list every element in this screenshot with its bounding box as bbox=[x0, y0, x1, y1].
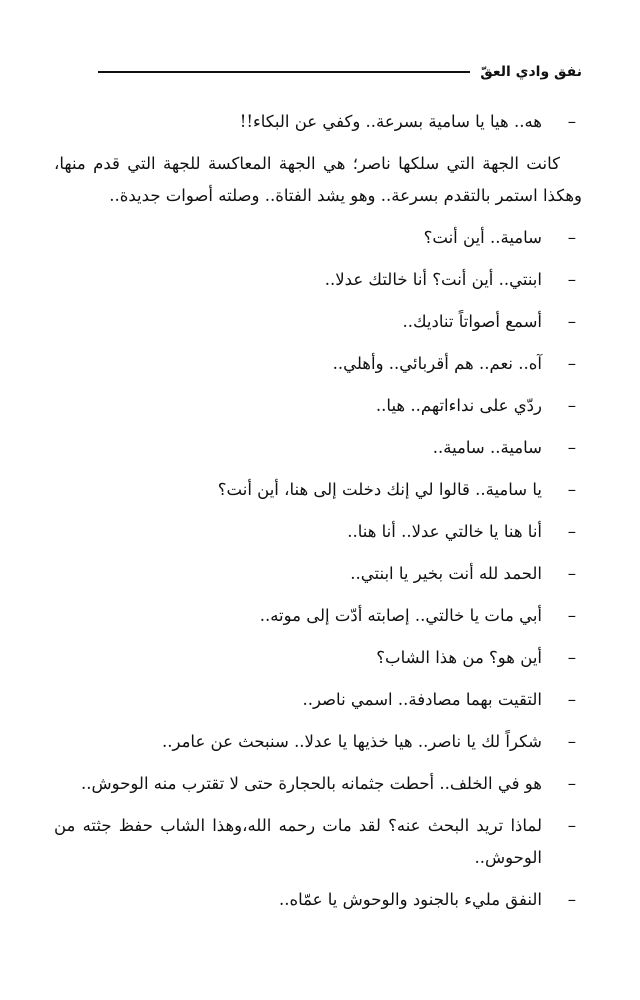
dash-marker: – bbox=[567, 228, 576, 247]
chapter-title: نفق وادي العقّ bbox=[480, 64, 582, 80]
page-content bbox=[54, 106, 582, 926]
page-header bbox=[98, 62, 582, 86]
dialogue-text: ردّي على نداءاتهم.. هيا.. bbox=[375, 396, 542, 415]
dash-marker: – bbox=[567, 690, 576, 709]
dialogue-line bbox=[54, 306, 582, 338]
dialogue-line bbox=[54, 390, 582, 422]
dash-marker: – bbox=[567, 396, 576, 415]
dialogue-text: شكراً لك يا ناصر.. هيا خذيها يا عدلا.. سنبحث عن عامر.. bbox=[161, 732, 542, 751]
dash-marker: – bbox=[567, 354, 576, 373]
dialogue-line bbox=[54, 558, 582, 590]
dialogue-line bbox=[54, 264, 582, 296]
dash-marker: – bbox=[567, 112, 576, 131]
dialogue-line bbox=[54, 726, 582, 758]
dialogue-line bbox=[54, 222, 582, 254]
header-rule bbox=[98, 71, 470, 73]
dialogue-line bbox=[54, 684, 582, 716]
dialogue-text: هو في الخلف.. أحطت جثمانه بالحجارة حتى لا تقترب منه الوحوش.. bbox=[81, 774, 542, 793]
dialogue-line bbox=[54, 642, 582, 674]
dialogue-text: أسمع أصواتاً تناديك.. bbox=[402, 312, 542, 331]
dialogue-line bbox=[54, 810, 582, 874]
dialogue-line bbox=[54, 348, 582, 380]
dash-marker: – bbox=[567, 816, 576, 835]
dialogue-text: أين هو؟ من هذا الشاب؟ bbox=[376, 648, 542, 667]
dialogue-text: يا سامية.. قالوا لي إنك دخلت إلى هنا، أين أنت؟ bbox=[217, 480, 542, 499]
dialogue-text: النفق مليء بالجنود والوحوش يا عمّاه.. bbox=[278, 890, 542, 909]
dialogue-line bbox=[54, 474, 582, 506]
dash-marker: – bbox=[567, 606, 576, 625]
dash-marker: – bbox=[567, 438, 576, 457]
dialogue-text: أبي مات يا خالتي.. إصابته أدّت إلى موته.. bbox=[259, 606, 542, 625]
dash-marker: – bbox=[567, 480, 576, 499]
narrative-paragraph: كانت الجهة التي سلكها ناصر؛ هي الجهة المعاكسة للجهة التي قدم منها، وهكذا استمر بالتقدم بسرعة.. وهو يشد الفتاة.. وصلته أصوات جديدة.. bbox=[54, 154, 582, 205]
dialogue-line bbox=[54, 768, 582, 800]
dialogue-line bbox=[54, 600, 582, 632]
dialogue-text: هه.. هيا يا سامية بسرعة.. وكفي عن البكاء!! bbox=[239, 112, 542, 131]
dash-marker: – bbox=[567, 564, 576, 583]
dialogue-text: آه.. نعم.. هم أقربائي.. وأهلي.. bbox=[332, 354, 542, 373]
dialogue-text: التقيت بهما مصادفة.. اسمي ناصر.. bbox=[302, 690, 542, 709]
dash-marker: – bbox=[567, 312, 576, 331]
dialogue-list bbox=[54, 222, 582, 916]
dialogue-text: أنا هنا يا خالتي عدلا.. أنا هنا.. bbox=[347, 522, 542, 541]
dialogue-line bbox=[54, 432, 582, 464]
dash-marker: – bbox=[567, 522, 576, 541]
dash-marker: – bbox=[567, 774, 576, 793]
dash-marker: – bbox=[567, 890, 576, 909]
dash-marker: – bbox=[567, 732, 576, 751]
dialogue-line bbox=[54, 516, 582, 548]
dialogue-text: سامية.. سامية.. bbox=[432, 438, 542, 457]
dialogue-text: ابنتي.. أين أنت؟ أنا خالتك عدلا.. bbox=[324, 270, 542, 289]
dash-marker: – bbox=[567, 270, 576, 289]
dialogue-text: سامية.. أين أنت؟ bbox=[423, 228, 542, 247]
dash-marker: – bbox=[567, 648, 576, 667]
dialogue-text: لماذا تريد البحث عنه؟ لقد مات رحمه الله،وهذا الشاب حفظ جثته من الوحوش.. bbox=[54, 816, 542, 867]
dialogue-line bbox=[54, 106, 582, 138]
dialogue-line bbox=[54, 884, 582, 916]
dialogue-text: الحمد لله أنت بخير يا ابنتي.. bbox=[350, 564, 542, 583]
